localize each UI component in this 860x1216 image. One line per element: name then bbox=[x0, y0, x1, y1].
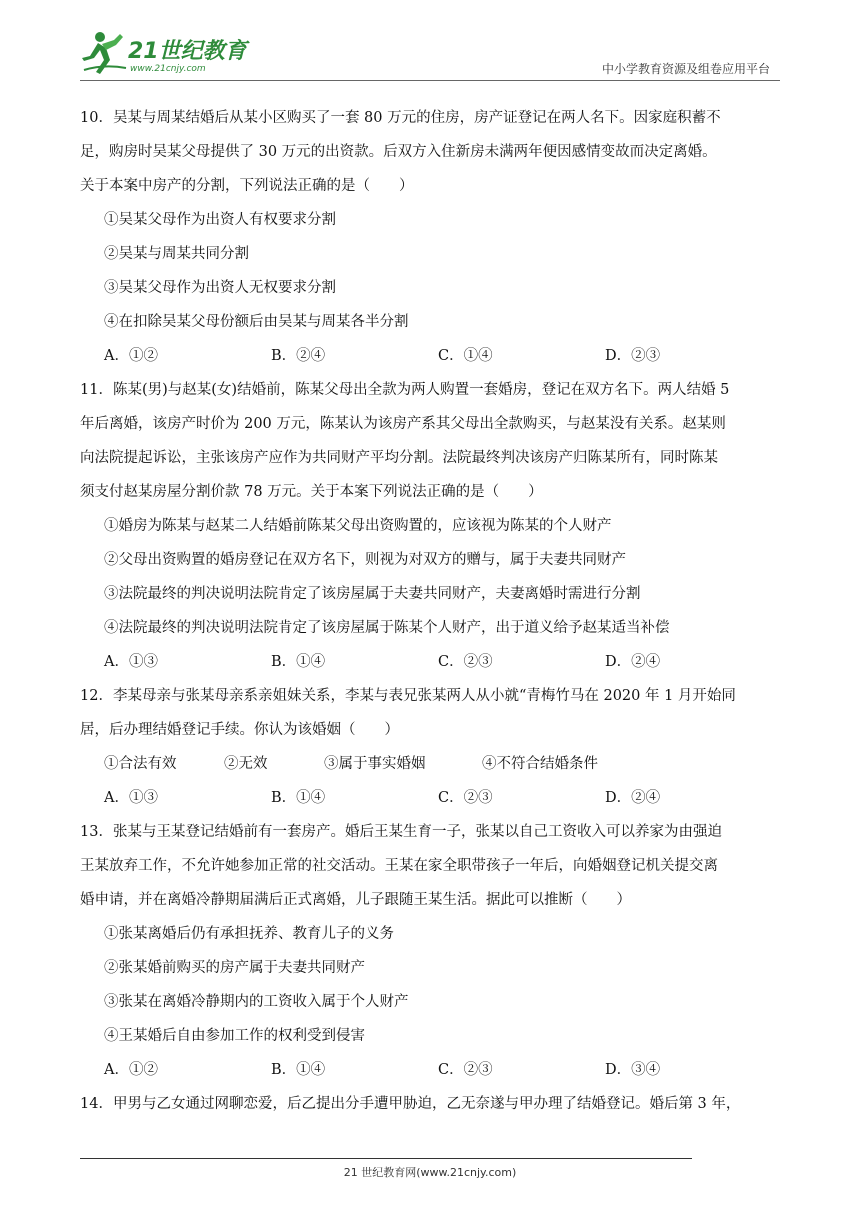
question-stem-line: 足，购房时吴某父母提供了 30 万元的出资款。后双方入住新房未满两年便因感情变故而决定离婚。 bbox=[80, 144, 717, 160]
question-stem-line: 年后离婚，该房产时价为 200 万元，陈某认为该房产系其父母出全款购买，与赵某没有关系。赵某则 bbox=[80, 416, 726, 432]
question-list bbox=[80, 101, 780, 1121]
answer-choice-c: C．②③ bbox=[438, 654, 493, 670]
page-header bbox=[80, 30, 780, 82]
answer-choice-b: B．①④ bbox=[271, 654, 326, 670]
statement-option: ②张某婚前购买的房产属于夫妻共同财产 bbox=[104, 960, 365, 976]
answer-choice-b: B．②④ bbox=[271, 348, 326, 364]
statement-option: ③属于事实婚姻 bbox=[324, 756, 426, 772]
answer-choices bbox=[80, 781, 780, 815]
answer-choice-c: C．①④ bbox=[438, 348, 493, 364]
answer-choice-a: A．①② bbox=[104, 348, 158, 364]
logo-url: www.21cnjy.com bbox=[130, 64, 206, 74]
statement-option: ④不符合结婚条件 bbox=[482, 756, 598, 772]
statement-option: ③张某在离婚冷静期内的工资收入属于个人财产 bbox=[104, 994, 409, 1010]
logo-wordmark: 21世纪教育 bbox=[128, 39, 247, 64]
question-10 bbox=[80, 101, 780, 373]
statement-option: ①婚房为陈某与赵某二人结婚前陈某父母出资购置的，应该视为陈某的个人财产 bbox=[104, 518, 612, 534]
answer-choice-c: C．②③ bbox=[438, 1062, 493, 1078]
question-stem-line: 12．李某母亲与张某母亲系亲姐妹关系，李某与表兄张某两人从小就“青梅竹马在 2020 年 1 月开始同 bbox=[80, 688, 736, 704]
statement-option: ①合法有效 bbox=[104, 756, 177, 772]
answer-choice-b: B．①④ bbox=[271, 790, 326, 806]
question-stem-line: 13．张某与王某登记结婚前有一套房产。婚后王某生育一子，张某以自己工资收入可以养家为由强迫 bbox=[80, 824, 722, 840]
question-stem-line: 须支付赵某房屋分割价款 78 万元。关于本案下列说法正确的是（ ） bbox=[80, 484, 543, 500]
question-13 bbox=[80, 815, 780, 1087]
answer-choices bbox=[80, 645, 780, 679]
answer-choice-a: A．①② bbox=[104, 1062, 158, 1078]
answer-choice-d: D．③④ bbox=[605, 1062, 661, 1078]
question-14 bbox=[80, 1087, 780, 1121]
question-12 bbox=[80, 679, 780, 815]
question-stem-line: 10．吴某与周某结婚后从某小区购买了一套 80 万元的住房，房产证登记在两人名下。因家庭积蓄不 bbox=[80, 110, 721, 126]
runner-icon bbox=[80, 30, 128, 76]
statement-option: ④在扣除吴某父母份额后由吴某与周某各半分割 bbox=[104, 314, 409, 330]
site-logo bbox=[80, 30, 250, 82]
statement-option: ②吴某与周某共同分割 bbox=[104, 246, 249, 262]
answer-choice-a: A．①③ bbox=[104, 654, 158, 670]
page-footer: 21 世纪教育网(www.21cnjy.com) bbox=[343, 1166, 517, 1179]
question-stem-line: 居，后办理结婚登记手续。你认为该婚姻（ ） bbox=[80, 722, 399, 738]
statement-options-inline bbox=[80, 747, 780, 781]
question-stem-line: 王某放弃工作，不允许她参加正常的社交活动。王某在家全职带孩子一年后，向婚姻登记机关提交离 bbox=[80, 858, 718, 874]
question-11 bbox=[80, 373, 780, 679]
answer-choice-d: D．②④ bbox=[605, 654, 661, 670]
statement-option: ①吴某父母作为出资人有权要求分割 bbox=[104, 212, 336, 228]
platform-name: 中小学教育资源及组卷应用平台 bbox=[601, 62, 770, 76]
statement-option: ③吴某父母作为出资人无权要求分割 bbox=[104, 280, 336, 296]
answer-choices bbox=[80, 1053, 780, 1087]
statement-option: ②无效 bbox=[224, 756, 268, 772]
answer-choice-c: C．②③ bbox=[438, 790, 493, 806]
statement-option: ④王某婚后自由参加工作的权利受到侵害 bbox=[104, 1028, 365, 1044]
statement-option: ①张某离婚后仍有承担抚养、教育儿子的义务 bbox=[104, 926, 394, 942]
question-stem-line: 14．甲男与乙女通过网聊恋爱，后乙提出分手遭甲胁迫，乙无奈遂与甲办理了结婚登记。婚后第 3 年， bbox=[80, 1096, 741, 1112]
question-stem-line: 婚申请，并在离婚冷静期届满后正式离婚，儿子跟随王某生活。据此可以推断（ ） bbox=[80, 892, 631, 908]
statement-option: ②父母出资购置的婚房登记在双方名下，则视为对双方的赠与，属于夫妻共同财产 bbox=[104, 552, 626, 568]
question-stem-line: 关于本案中房产的分割，下列说法正确的是（ ） bbox=[80, 178, 414, 194]
answer-choice-d: D．②④ bbox=[605, 790, 661, 806]
answer-choices bbox=[80, 339, 780, 373]
header-divider bbox=[80, 80, 780, 81]
statement-option: ④法院最终的判决说明法院肯定了该房屋属于陈某个人财产，出于道义给予赵某适当补偿 bbox=[104, 620, 670, 636]
answer-choice-d: D．②③ bbox=[605, 348, 661, 364]
answer-choice-a: A．①③ bbox=[104, 790, 158, 806]
statement-option: ③法院最终的判决说明法院肯定了该房屋属于夫妻共同财产，夫妻离婚时需进行分割 bbox=[104, 586, 641, 602]
answer-choice-b: B．①④ bbox=[271, 1062, 326, 1078]
question-stem-line: 向法院提起诉讼，主张该房产应作为共同财产平均分割。法院最终判决该房产归陈某所有，同时陈某 bbox=[80, 450, 718, 466]
footer-divider bbox=[80, 1158, 692, 1159]
question-stem-line: 11．陈某(男)与赵某(女)结婚前，陈某父母出全款为两人购置一套婚房，登记在双方名下。两人结婚 5 bbox=[80, 382, 730, 398]
